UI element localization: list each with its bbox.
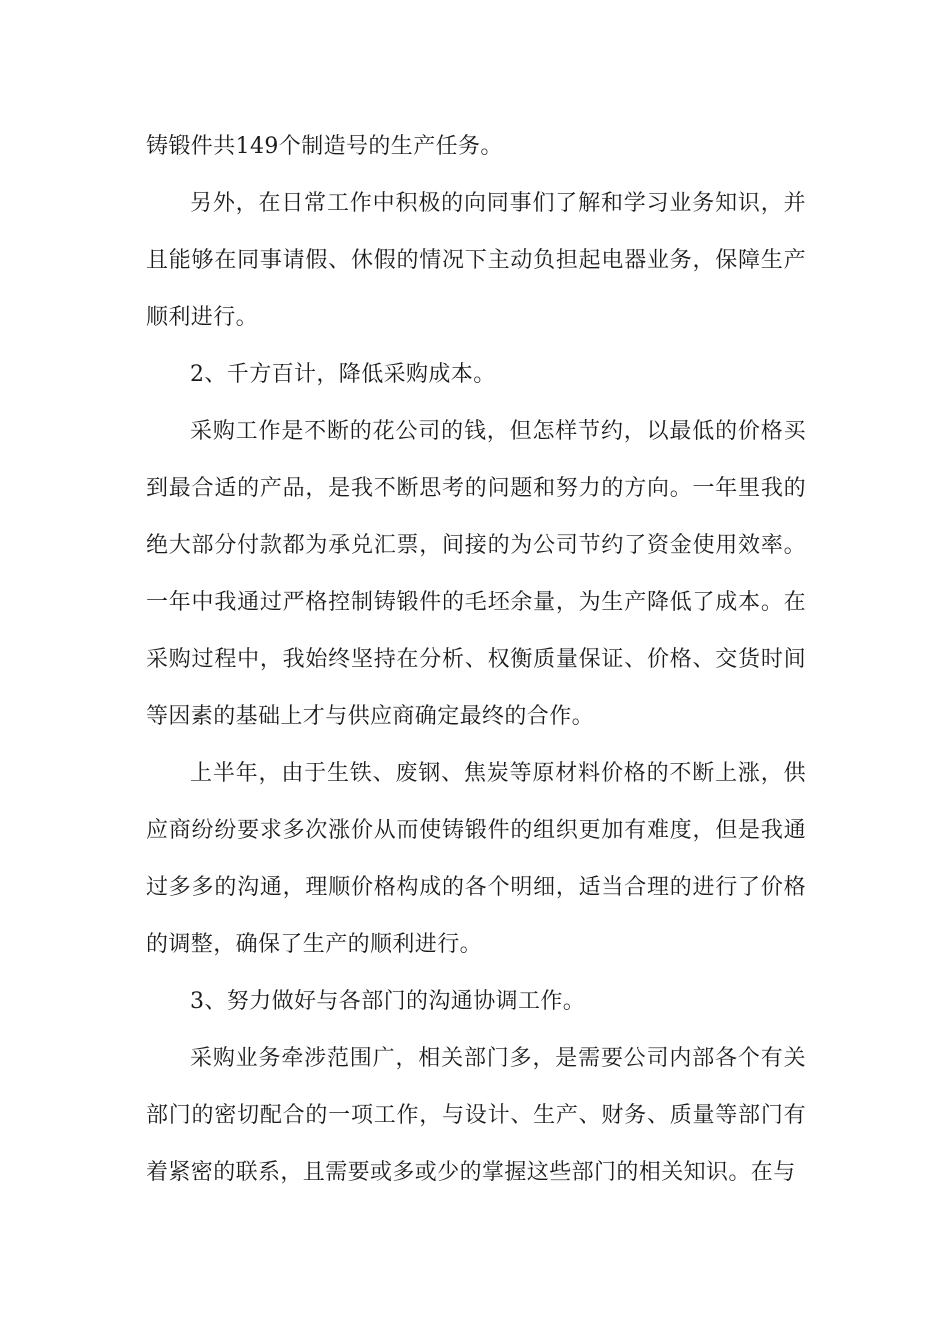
paragraph-1: 铸锻件共149个制造号的生产任务。 bbox=[146, 134, 503, 159]
document-body bbox=[146, 118, 806, 1201]
section-heading-2: 2、千方百计，降低采购成本。 bbox=[190, 362, 496, 387]
section-heading-3: 3、努力做好与各部门的沟通协调工作。 bbox=[190, 989, 586, 1014]
paragraph-3: 采购工作是不断的花公司的钱，但怎样节约，以最低的价格买到最合适的产品，是我不断思考的问题和努力的方向。一年里我的绝大部分付款都为承兑汇票，间接的为公司节约了资金使用效率。一年中我通过严格控制铸锻件的毛坯余量，为生产降低了成本。在采购过程中，我始终坚持在分析、权衡质量保证、价格、交货时间等因素的基础上才与供应商确定最终的合作。 bbox=[146, 419, 806, 729]
paragraph-4: 上半年，由于生铁、废钢、焦炭等原材料价格的不断上涨，供应商纷纷要求多次涨价从而使铸锻件的组织更加有难度，但是我通过多多的沟通，理顺价格构成的各个明细，适当合理的进行了价格的调整，确保了生产的顺利进行。 bbox=[146, 761, 806, 957]
paragraph-2: 另外，在日常工作中积极的向同事们了解和学习业务知识，并且能够在同事请假、休假的情况下主动负担起电器业务，保障生产顺利进行。 bbox=[146, 191, 806, 330]
paragraph-5: 采购业务牵涉范围广，相关部门多，是需要公司内部各个有关部门的密切配合的一项工作，与设计、生产、财务、质量等部门有着紧密的联系，且需要或多或少的掌握这些部门的相关知识。在与 bbox=[146, 1046, 806, 1185]
